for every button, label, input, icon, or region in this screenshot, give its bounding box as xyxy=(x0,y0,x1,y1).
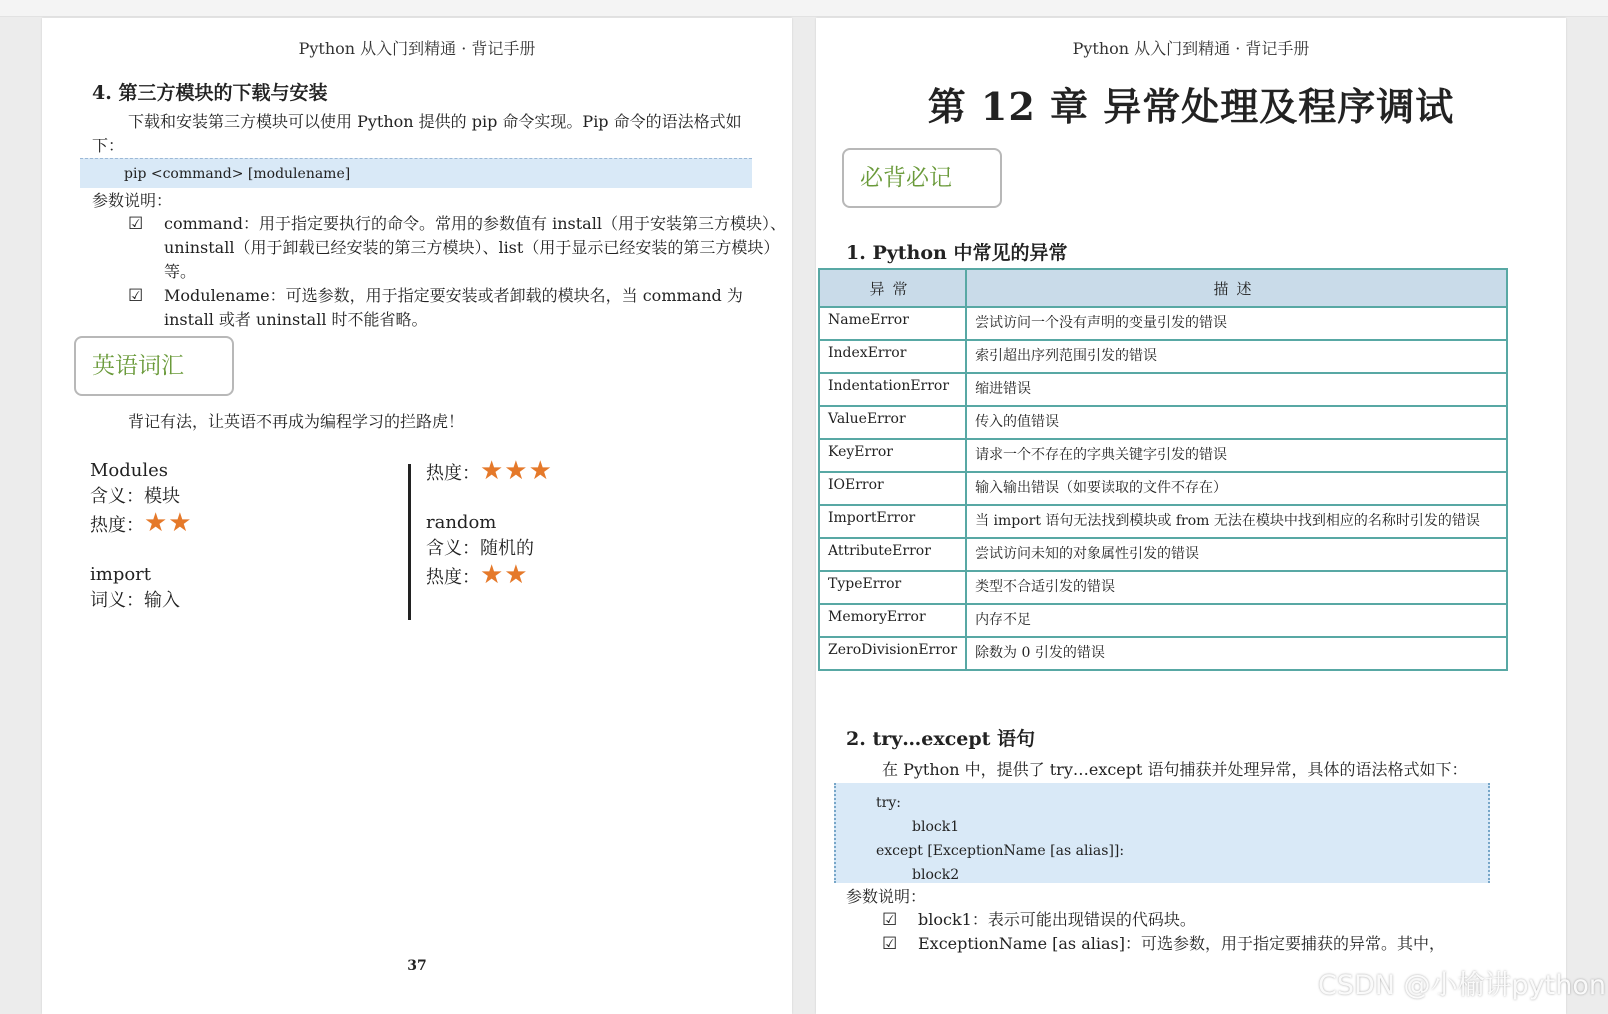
param-item-block1 xyxy=(882,908,1542,932)
exception-desc: 请求一个不存在的字典关键字引发的错误 xyxy=(966,439,1507,472)
right-page xyxy=(816,18,1566,1014)
vocab-intro: 背记有法，让英语不再成为编程学习的拦路虎！ xyxy=(128,412,465,431)
exception-name: TypeError xyxy=(819,571,966,604)
running-header-left: Python 从入门到精通 · 背记手册 xyxy=(298,39,536,58)
exception-desc: 传入的值错误 xyxy=(966,406,1507,439)
param-text: Modulename：可选参数，用于指定要安装或者卸载的模块名，当 command 为 install 或者 uninstall 时不能省略。 xyxy=(164,286,743,329)
params-label-left: 参数说明： xyxy=(92,191,173,210)
param-item-command xyxy=(128,212,788,284)
vocab-entry-import xyxy=(90,562,180,614)
chapter-title: 第 12 章 异常处理及程序调试 xyxy=(927,84,1455,129)
heat-label: 热度： xyxy=(90,515,144,536)
left-page xyxy=(42,18,792,1014)
table-row xyxy=(819,373,1507,406)
param-item-modulename xyxy=(128,284,788,332)
running-header-right: Python 从入门到精通 · 背记手册 xyxy=(1072,39,1310,58)
table-row xyxy=(819,307,1507,340)
vocab-badge: 英语词汇 xyxy=(74,336,234,396)
try-except-code-block xyxy=(834,783,1490,883)
checkbox-icon: ☑ xyxy=(128,214,144,234)
exception-name: NameError xyxy=(819,307,966,340)
table-header-cell: 异常 xyxy=(819,269,966,307)
exception-name: MemoryError xyxy=(819,604,966,637)
section-title-try-except: 2. try…except 语句 xyxy=(846,728,1036,750)
section-title-exceptions: 1. Python 中常见的异常 xyxy=(846,242,1068,264)
exception-desc: 缩进错误 xyxy=(966,373,1507,406)
vocab-heat-top xyxy=(426,458,553,487)
viewer-top-bar xyxy=(0,0,1608,17)
star-rating-icon: ★★★ xyxy=(480,456,553,486)
param-text: command：用于指定要执行的命令。常用的参数值有 install（用于安装第三方模块）、uninstall（用于卸载已经安装的第三方模块）、list（用于显示已经安装的第三方模块）等。 xyxy=(164,214,786,281)
table-row xyxy=(819,505,1507,538)
table-row xyxy=(819,406,1507,439)
table-header-row xyxy=(819,269,1507,307)
param-text: block1：表示可能出现错误的代码块。 xyxy=(918,910,1196,929)
section-title-third-party: 4. 第三方模块的下载与安装 xyxy=(92,82,328,104)
try-except-intro: 在 Python 中，提供了 try…except 语句捕获并处理异常，具体的语法格式如下： xyxy=(882,760,1468,779)
exception-desc: 除数为 0 引发的错误 xyxy=(966,637,1507,670)
param-text: ExceptionName [as alias]：可选参数，用于指定要捕获的异常。其中， xyxy=(918,934,1445,953)
csdn-watermark: CSDN @小榆讲python xyxy=(1317,970,1606,1001)
checkbox-icon: ☑ xyxy=(128,286,144,306)
exception-name: KeyError xyxy=(819,439,966,472)
vocab-word: random xyxy=(426,512,497,533)
table-row xyxy=(819,340,1507,373)
exception-name: IndexError xyxy=(819,340,966,373)
table-row xyxy=(819,604,1507,637)
exception-desc: 当 import 语句无法找到模块或 from 无法在模块中找到相应的名称时引发的错误 xyxy=(966,505,1507,538)
table-row xyxy=(819,538,1507,571)
exception-table xyxy=(818,268,1508,671)
exception-desc: 类型不合适引发的错误 xyxy=(966,571,1507,604)
exception-name: ValueError xyxy=(819,406,966,439)
vocab-word: import xyxy=(90,564,152,585)
params-label-right: 参数说明： xyxy=(846,887,927,906)
exception-desc: 内存不足 xyxy=(966,604,1507,637)
heat-label: 热度： xyxy=(426,567,480,588)
table-row xyxy=(819,472,1507,505)
exception-desc: 尝试访问未知的对象属性引发的错误 xyxy=(966,538,1507,571)
vocab-word: Modules xyxy=(90,460,169,481)
checkbox-icon: ☑ xyxy=(882,910,898,930)
exception-name: AttributeError xyxy=(819,538,966,571)
exception-name: ImportError xyxy=(819,505,966,538)
vocab-entry-random xyxy=(426,510,534,591)
code-line-block2: block2 xyxy=(912,867,960,883)
pip-intro-paragraph: 下载和安装第三方模块可以使用 Python 提供的 pip 命令实现。Pip 命令的语法格式如下： xyxy=(92,112,742,155)
exception-name: IndentationError xyxy=(819,373,966,406)
vocab-meaning: 含义：模块 xyxy=(90,486,180,507)
vocab-divider xyxy=(408,464,411,620)
table-row xyxy=(819,439,1507,472)
code-line-except: except [ExceptionName [as alias]]: xyxy=(876,843,1125,859)
code-line-block1: block1 xyxy=(912,819,960,835)
table-header-cell: 描述 xyxy=(966,269,1507,307)
page-number: 37 xyxy=(407,958,427,974)
star-rating-icon: ★★ xyxy=(144,508,193,538)
vocab-meaning: 含义：随机的 xyxy=(426,538,534,559)
vocab-heat xyxy=(426,562,534,591)
pip-code-line: pip <command> [modulename] xyxy=(80,158,752,188)
vocab-meaning: 词义：输入 xyxy=(90,590,180,611)
vocab-entry-modules xyxy=(90,458,193,539)
exception-name: IOError xyxy=(819,472,966,505)
code-line-try: try: xyxy=(876,795,901,811)
table-row xyxy=(819,571,1507,604)
heat-label: 热度： xyxy=(426,463,480,484)
checkbox-icon: ☑ xyxy=(882,934,898,954)
star-rating-icon: ★★ xyxy=(480,560,529,590)
vocab-heat xyxy=(90,510,193,539)
must-remember-badge: 必背必记 xyxy=(842,148,1002,208)
exception-name: ZeroDivisionError xyxy=(819,637,966,670)
param-item-exceptionname xyxy=(882,932,1542,956)
exception-desc: 输入输出错误（如要读取的文件不存在） xyxy=(966,472,1507,505)
exception-desc: 尝试访问一个没有声明的变量引发的错误 xyxy=(966,307,1507,340)
table-row xyxy=(819,637,1507,670)
exception-desc: 索引超出序列范围引发的错误 xyxy=(966,340,1507,373)
